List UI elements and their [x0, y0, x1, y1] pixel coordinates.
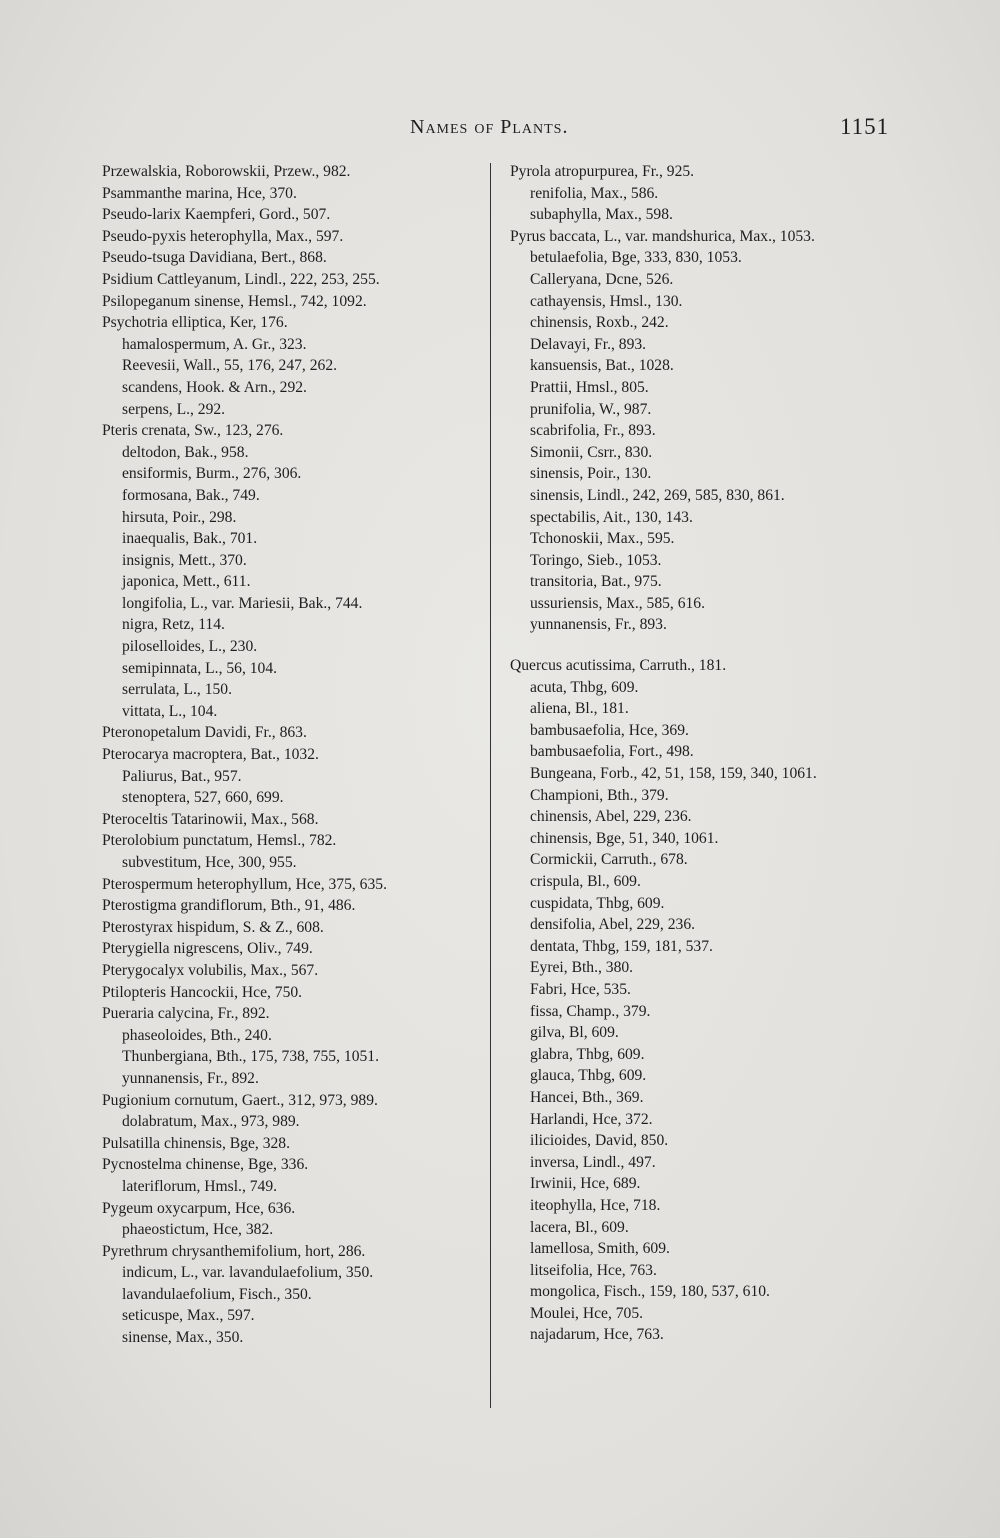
index-subentry: scandens, Hook. & Arn., 292. [122, 378, 307, 396]
index-subentry: Simonii, Csrr., 830. [530, 443, 653, 461]
index-subentry: bambusaefolia, Hce, 369. [530, 721, 689, 739]
index-entry: Pterygiella nigrescens, Oliv., 749. [102, 940, 313, 958]
index-subentry: Tchonoskii, Max., 595. [530, 530, 675, 548]
index-subentry: Eyrei, Bth., 380. [530, 959, 634, 977]
index-subentry: Bungeana, Forb., 42, 51, 158, 159, 340, 1061. [530, 765, 817, 783]
index-subentry: transitoria, Bat., 975. [530, 573, 662, 591]
index-entry: Pterygocalyx volubilis, Max., 567. [102, 961, 319, 979]
index-entry: Pterospermum heterophyllum, Hce, 375, 635. [102, 875, 387, 893]
index-subentry: Cormickii, Carruth., 678. [530, 851, 688, 869]
left-column-index [102, 161, 487, 1349]
index-entry: Psilopeganum sinense, Hemsl., 742, 1092. [102, 292, 367, 310]
index-subentry: formosana, Bak., 749. [122, 486, 260, 504]
index-subentry: chinensis, Roxb., 242. [530, 314, 669, 332]
index-entry: Ptilopteris Hancockii, Hce, 750. [102, 983, 303, 1001]
index-subentry: Fabri, Hce, 535. [530, 980, 631, 998]
index-entry: Pteris crenata, Sw., 123, 276. [102, 422, 284, 440]
index-subentry: indicum, L., var. lavandulaefolium, 350. [122, 1264, 374, 1282]
index-subentry: serrulata, L., 150. [122, 681, 232, 699]
index-subentry: vittata, L., 104. [122, 702, 218, 720]
index-subentry: subaphylla, Max., 598. [530, 206, 673, 224]
index-subentry: stenoptera, 527, 660, 699. [122, 789, 284, 807]
index-subentry: Championi, Bth., 379. [530, 786, 669, 804]
index-subentry: sinensis, Lindl., 242, 269, 585, 830, 861. [530, 486, 785, 504]
index-entry: Pseudo-larix Kaempferi, Gord., 507. [102, 206, 331, 224]
index-entry: Pterostigma grandiflorum, Bth., 91, 486. [102, 897, 356, 915]
index-subentry: scabrifolia, Fr., 893. [530, 422, 656, 440]
index-subentry: prunifolia, W., 987. [530, 400, 652, 418]
index-subentry: fissa, Champ., 379. [530, 1002, 651, 1020]
index-entry: Pyrethrum chrysanthemifolium, hort, 286. [102, 1242, 366, 1260]
index-subentry: piloselloides, L., 230. [122, 638, 258, 656]
index-subentry: mongolica, Fisch., 159, 180, 537, 610. [530, 1283, 770, 1301]
index-subentry: chinensis, Bge, 51, 340, 1061. [530, 829, 719, 847]
index-subentry: dolabratum, Max., 973, 989. [122, 1113, 300, 1131]
index-subentry: renifolia, Max., 586. [530, 184, 659, 202]
index-subentry: betulaefolia, Bge, 333, 830, 1053. [530, 249, 742, 267]
index-subentry: serpens, L., 292. [122, 400, 226, 418]
index-subentry: lavandulaefolium, Fisch., 350. [122, 1285, 312, 1303]
index-subentry: glauca, Thbg, 609. [530, 1067, 647, 1085]
index-subentry: densifolia, Abel, 229, 236. [530, 916, 696, 934]
index-subentry: chinensis, Abel, 229, 236. [530, 808, 692, 826]
index-subentry: yunnanensis, Fr., 892. [122, 1069, 259, 1087]
index-entry: Przewalskia, Roborowskii, Przew., 982. [102, 163, 351, 180]
index-subentry: Paliurus, Bat., 957. [122, 767, 242, 785]
index-subentry: cuspidata, Thbg, 609. [530, 894, 665, 912]
index-subentry: gilva, Bl, 609. [530, 1024, 619, 1042]
index-subentry: inversa, Lindl., 497. [530, 1153, 656, 1171]
index-entry: Quercus acutissima, Carruth., 181. [510, 657, 727, 675]
index-entry: Pseudo-tsuga Davidiana, Bert., 868. [102, 249, 327, 267]
index-entry: Pteronopetalum Davidi, Fr., 863. [102, 724, 307, 742]
index-subentry: Hancei, Bth., 369. [530, 1088, 644, 1106]
index-subentry: semipinnata, L., 56, 104. [122, 659, 278, 677]
index-entry: Pseudo-pyxis heterophylla, Max., 597. [102, 227, 344, 245]
index-entry: Pycnostelma chinense, Bge, 336. [102, 1156, 309, 1174]
index-subentry: subvestitum, Hce, 300, 955. [122, 854, 297, 871]
index-subentry: litseifolia, Hce, 763. [530, 1261, 657, 1279]
index-entry: Pyrola atropurpurea, Fr., 925. [510, 163, 695, 180]
index-subentry: lateriflorum, Hmsl., 749. [122, 1177, 278, 1195]
index-entry: Pterocarya macroptera, Bat., 1032. [102, 746, 319, 764]
index-subentry: phaeostictum, Hce, 382. [122, 1221, 274, 1239]
index-subentry: hirsuta, Poir., 298. [122, 508, 237, 526]
index-subentry: spectabilis, Ait., 130, 143. [530, 508, 693, 526]
index-subentry: dentata, Thbg, 159, 181, 537. [530, 937, 713, 955]
index-subentry: aliena, Bl., 181. [530, 700, 629, 718]
index-subentry: yunnanensis, Fr., 893. [530, 616, 667, 634]
index-subentry: hamalospermum, A. Gr., 323. [122, 335, 307, 353]
index-subentry: nigra, Retz, 114. [122, 616, 225, 634]
running-head [0, 116, 1000, 146]
index-entry: Psychotria elliptica, Ker, 176. [102, 314, 288, 332]
index-entry: Pugionium cornutum, Gaert., 312, 973, 989. [102, 1091, 378, 1109]
page-number: 1151 [840, 114, 890, 139]
index-subentry: inaequalis, Bak., 701. [122, 530, 258, 548]
index-entry: Psammanthe marina, Hce, 370. [102, 184, 297, 202]
index-subentry: sinense, Max., 350. [122, 1329, 244, 1347]
index-subentry: seticuspe, Max., 597. [122, 1307, 255, 1325]
index-subentry: Moulei, Hce, 705. [530, 1304, 644, 1322]
index-subentry: ensiformis, Burm., 276, 306. [122, 465, 302, 483]
index-entry: Pyrus baccata, L., var. mandshurica, Max., 1053. [510, 227, 815, 245]
index-subentry: kansuensis, Bat., 1028. [530, 357, 674, 375]
index-subentry: Reevesii, Wall., 55, 176, 247, 262. [122, 357, 338, 375]
index-subentry: Toringo, Sieb., 1053. [530, 551, 662, 569]
index-subentry: glabra, Thbg, 609. [530, 1045, 645, 1063]
index-subentry: phaseoloides, Bth., 240. [122, 1026, 272, 1044]
index-entry: Pulsatilla chinensis, Bge, 328. [102, 1134, 290, 1152]
index-subentry: najadarum, Hce, 763. [530, 1326, 664, 1344]
index-entry: Pueraria calycina, Fr., 892. [102, 1005, 270, 1023]
index-entry: Pterostyrax hispidum, S. & Z., 608. [102, 918, 324, 936]
index-subentry: Irwinii, Hce, 689. [530, 1175, 641, 1193]
index-subentry: acuta, Thbg, 609. [530, 678, 639, 696]
index-entry: Pterolobium punctatum, Hemsl., 782. [102, 832, 337, 850]
page-header-title: Names of Plants. [410, 116, 569, 138]
index-subentry: lacera, Bl., 609. [530, 1218, 629, 1236]
index-subentry: longifolia, L., var. Mariesii, Bak., 744. [122, 594, 363, 612]
index-subentry: japonica, Mett., 611. [122, 573, 251, 591]
index-subentry: Delavayi, Fr., 893. [530, 335, 647, 353]
index-subentry: Prattii, Hmsl., 805. [530, 378, 649, 396]
index-entry: Pteroceltis Tatarinowii, Max., 568. [102, 810, 319, 828]
index-subentry: sinensis, Poir., 130. [530, 465, 652, 483]
index-entry: Psidium Cattleyanum, Lindl., 222, 253, 255. [102, 270, 380, 288]
right-column-index [510, 161, 930, 1346]
index-subentry: cathayensis, Hmsl., 130. [530, 292, 683, 310]
index-subentry: lamellosa, Smith, 609. [530, 1240, 670, 1258]
index-entry: Pygeum oxycarpum, Hce, 636. [102, 1199, 296, 1217]
index-subentry: Calleryana, Dcne, 526. [530, 270, 674, 288]
index-subentry: crispula, Bl., 609. [530, 873, 641, 890]
index-subentry: Thunbergiana, Bth., 175, 738, 755, 1051. [122, 1048, 379, 1066]
index-subentry: ilicioides, David, 850. [530, 1132, 669, 1150]
column-divider [490, 163, 491, 1408]
index-subentry: deltodon, Bak., 958. [122, 443, 249, 461]
index-subentry: insignis, Mett., 370. [122, 551, 247, 569]
index-subentry: bambusaefolia, Fort., 498. [530, 743, 694, 761]
index-subentry: Harlandi, Hce, 372. [530, 1110, 653, 1128]
index-subentry: iteophylla, Hce, 718. [530, 1196, 661, 1214]
index-subentry: ussuriensis, Max., 585, 616. [530, 594, 705, 612]
